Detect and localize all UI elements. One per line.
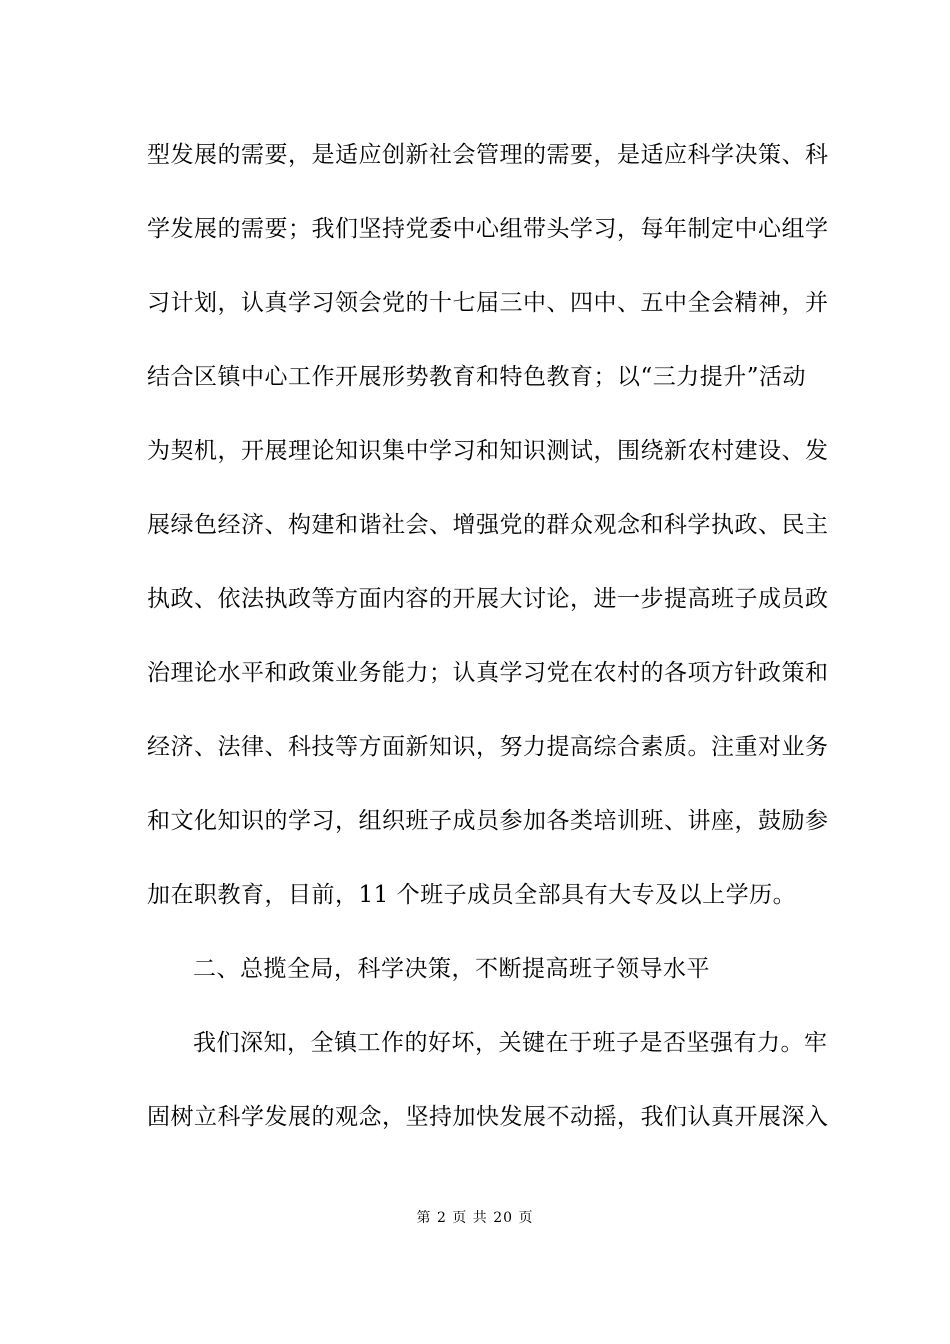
paragraph-line: 执政、依法执政等方面内容的开展大讨论，进一步提高班子成员政 [147, 586, 829, 612]
paragraph-line: 型发展的需要，是适应创新社会管理的需要，是适应科学决策、科 [147, 142, 829, 168]
paragraph-line: 展绿色经济、构建和谐社会、增强党的群众观念和科学执政、民主 [147, 512, 829, 538]
paragraph-line: 结合区镇中心工作开展形势教育和特色教育；以“三力提升”活动 [147, 364, 807, 390]
page-footer: 第 2 页 共 20 页 [416, 1210, 534, 1226]
paragraph-line: 加在职教育，目前，11 个班子成员全部具有大专及以上学历。 [147, 882, 797, 908]
paragraph-line: 习计划，认真学习领会党的十七届三中、四中、五中全会精神，并 [147, 290, 829, 316]
paragraph-line: 治理论水平和政策业务能力；认真学习党在农村的各项方针政策和 [147, 660, 829, 686]
paragraph-line: 学发展的需要；我们坚持党委中心组带头学习，每年制定中心组学 [147, 216, 829, 242]
paragraph-line: 固树立科学发展的观念，坚持加快发展不动摇，我们认真开展深入 [147, 1104, 829, 1130]
paragraph-line: 为契机，开展理论知识集中学习和知识测试，围绕新农村建设、发 [147, 438, 829, 464]
section-heading: 二、总揽全局，科学决策，不断提高班子领导水平 [193, 956, 710, 982]
paragraph-line: 经济、法律、科技等方面新知识，努力提高综合素质。注重对业务 [147, 734, 829, 760]
paragraph-line: 和文化知识的学习，组织班子成员参加各类培训班、讲座，鼓励参 [147, 808, 829, 834]
paragraph-line: 我们深知，全镇工作的好坏，关键在于班子是否坚强有力。牢 [193, 1030, 828, 1056]
